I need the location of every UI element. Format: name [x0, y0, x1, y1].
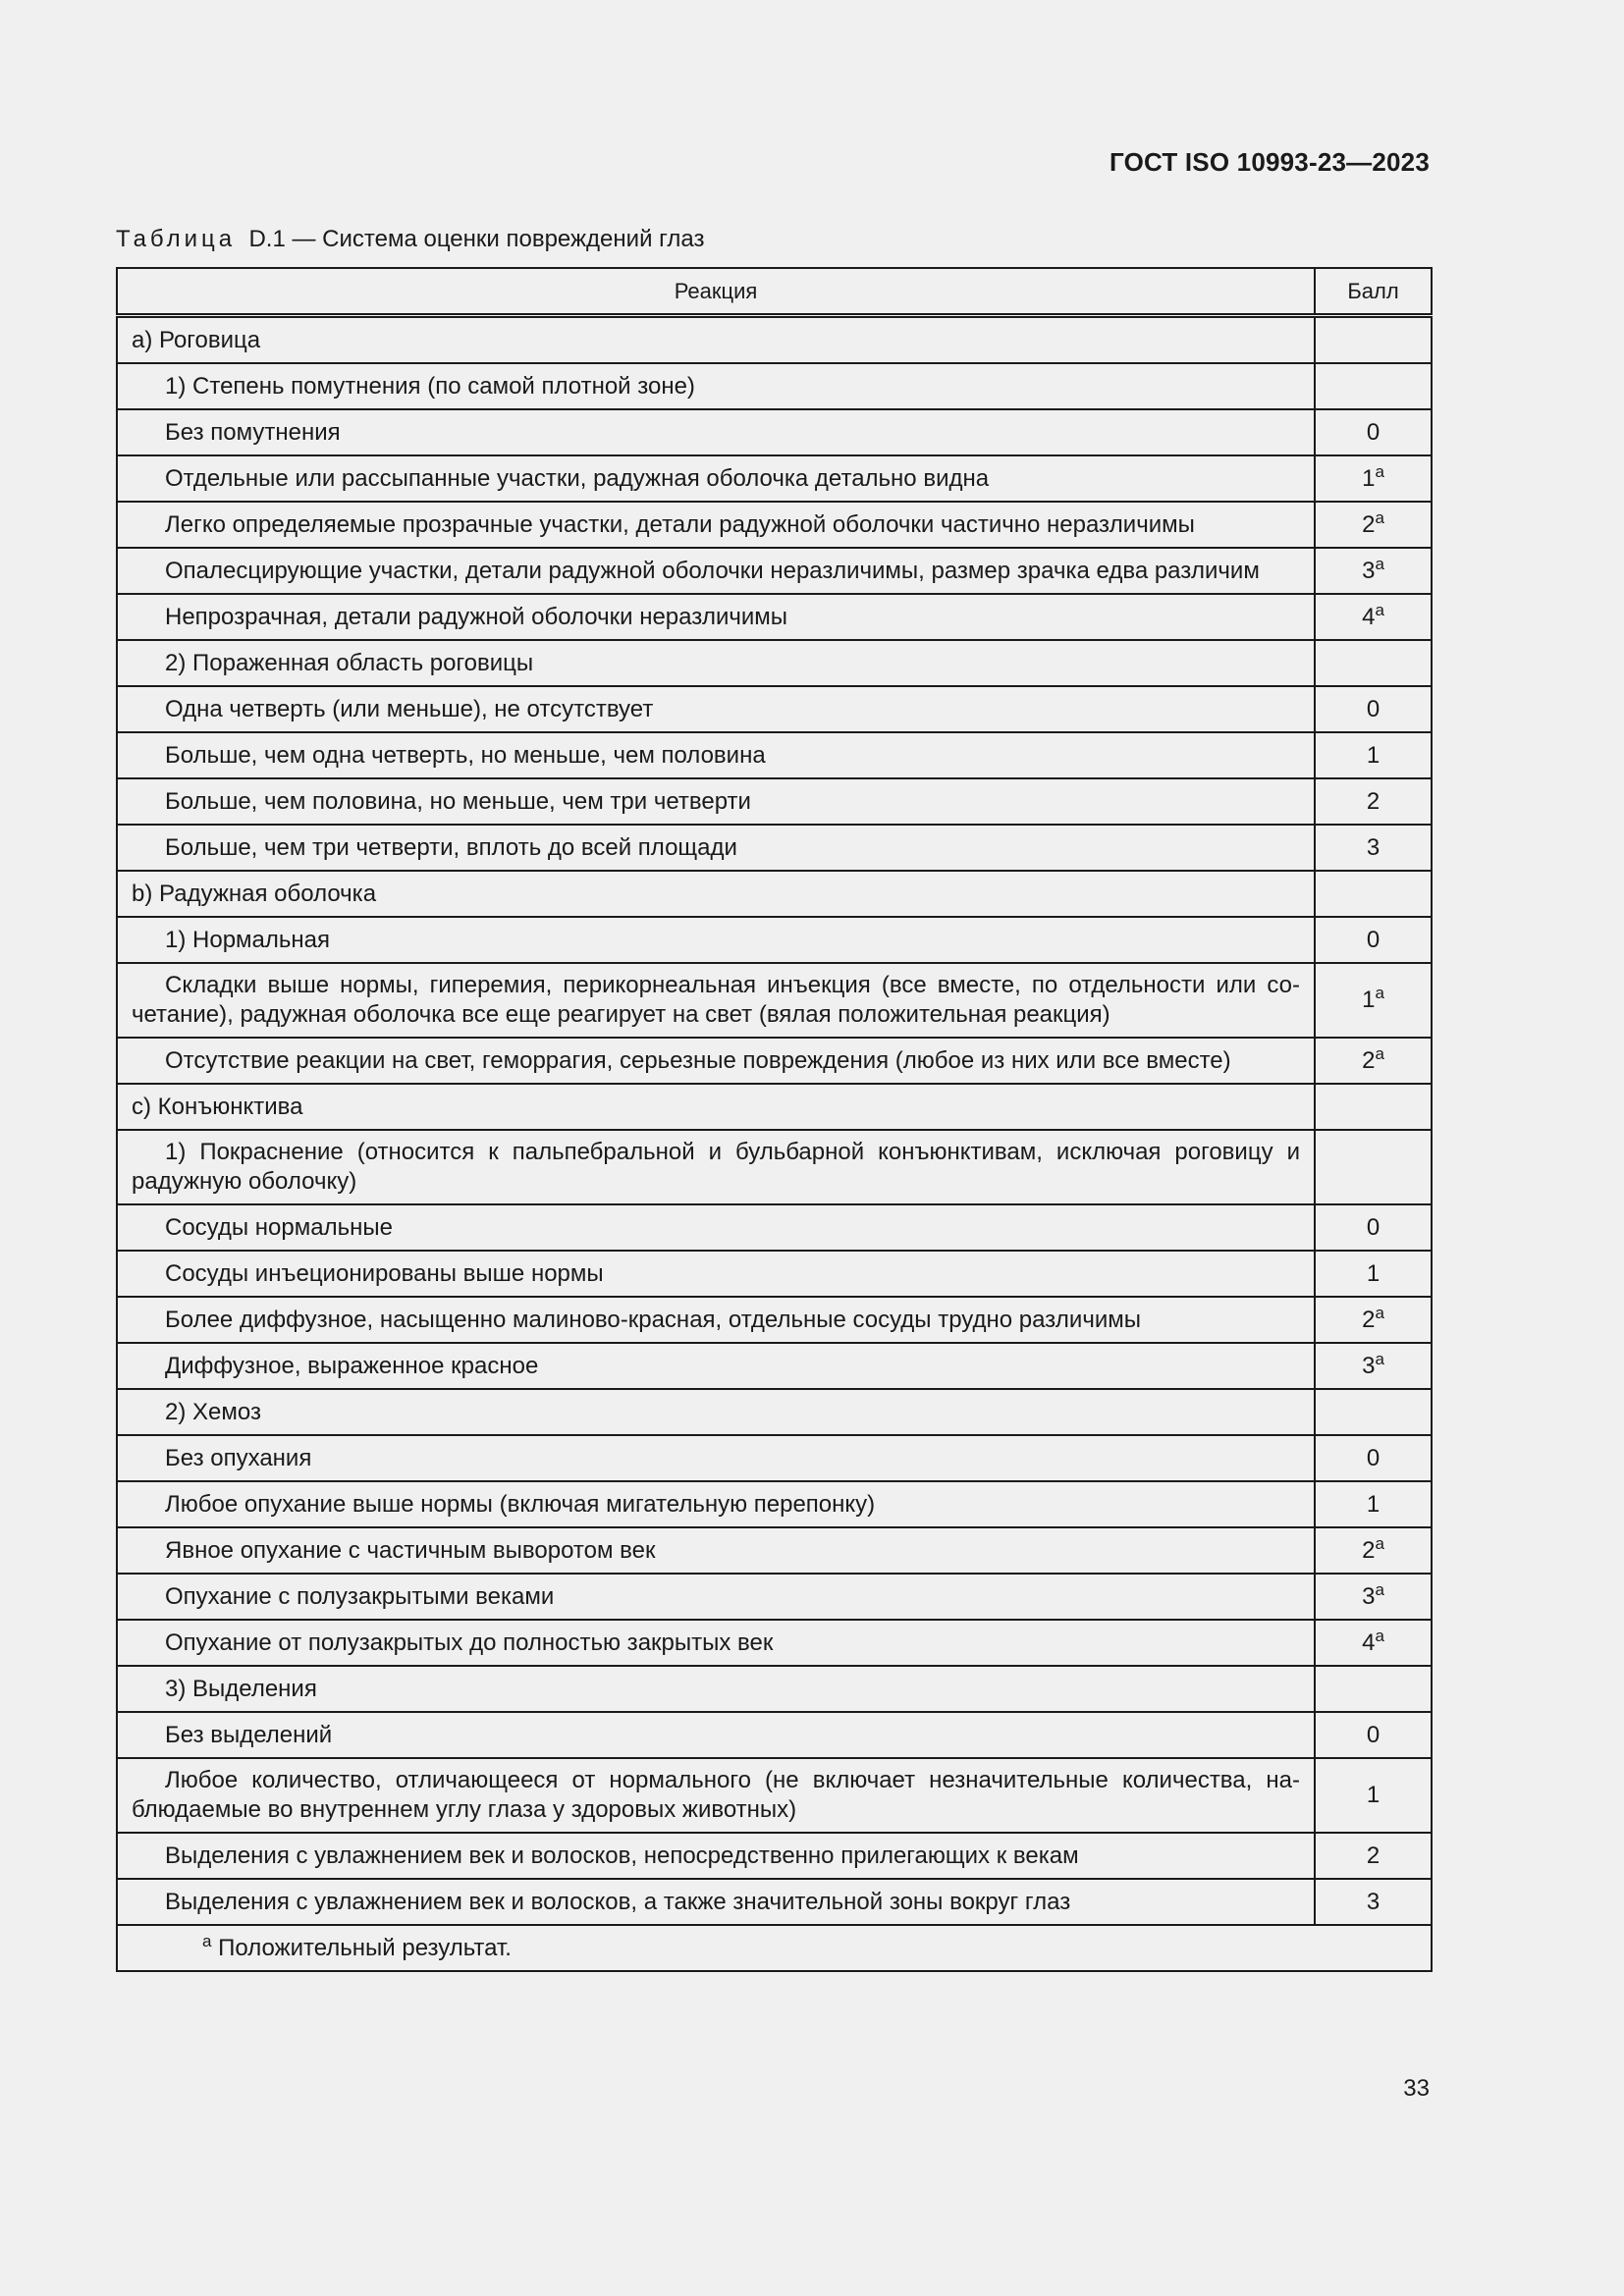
table-row — [117, 778, 1432, 825]
score-footnote-marker: a — [1375, 1349, 1384, 1368]
score-cell — [1315, 1251, 1432, 1297]
reaction-cell: c) Конъюнктива — [117, 1084, 1315, 1130]
reaction-cell: Опалесцирующие участки, детали радужной оболочки неразличимы, размер зрачка едва различим — [117, 548, 1315, 594]
table-row — [117, 409, 1432, 455]
score-value: 3 — [1366, 1888, 1380, 1915]
score-value: 1 — [1366, 1259, 1380, 1287]
table-caption-label: Таблица — [116, 226, 237, 252]
score-value: 4 — [1362, 1629, 1376, 1656]
score-value: 0 — [1366, 926, 1380, 953]
table-row — [117, 502, 1432, 548]
column-header-score: Балл — [1315, 268, 1432, 316]
score-value: 1 — [1366, 1782, 1380, 1808]
score-footnote-marker: a — [1375, 984, 1384, 1002]
table-row — [117, 1758, 1432, 1833]
reaction-cell: Складки выше нормы, гиперемия, перикорнеальная инъекция (все вместе, по отдельности или со-четание), радужная оболочка все еще реагирует на свет (вялая положительная реакция) — [117, 963, 1315, 1038]
score-footnote-marker: a — [1375, 1626, 1384, 1645]
table-row — [117, 963, 1432, 1038]
reaction-cell: Больше, чем одна четверть, но меньше, чем половина — [117, 732, 1315, 778]
table-row — [117, 594, 1432, 640]
table-row — [117, 1481, 1432, 1527]
reaction-cell: Выделения с увлажнением век и волосков, непосредственно прилегающих к векам — [117, 1833, 1315, 1879]
reaction-cell: a) Роговица — [117, 316, 1315, 364]
score-footnote-marker: a — [1375, 600, 1384, 619]
score-cell — [1315, 502, 1432, 548]
table-row — [117, 1620, 1432, 1666]
score-value: 2 — [1362, 510, 1376, 538]
reaction-cell: Без выделений — [117, 1712, 1315, 1758]
table-header-row — [117, 268, 1432, 316]
table-row — [117, 1712, 1432, 1758]
score-cell — [1315, 1389, 1432, 1435]
score-footnote-marker: a — [1375, 1533, 1384, 1553]
score-value: 2 — [1366, 787, 1380, 815]
eye-damage-scoring-table — [116, 267, 1433, 1972]
footnote-marker: a — [202, 1931, 212, 1950]
score-cell — [1315, 1084, 1432, 1130]
score-cell — [1315, 1297, 1432, 1343]
reaction-cell: b) Радужная оболочка — [117, 871, 1315, 917]
score-cell — [1315, 640, 1432, 686]
score-cell — [1315, 1435, 1432, 1481]
reaction-cell: 2) Пораженная область роговицы — [117, 640, 1315, 686]
score-cell — [1315, 1758, 1432, 1833]
reaction-cell: 1) Нормальная — [117, 917, 1315, 963]
score-value: 3 — [1362, 557, 1376, 584]
table-caption-dash: — — [292, 226, 316, 252]
score-value: 1 — [1362, 464, 1376, 492]
score-cell — [1315, 1620, 1432, 1666]
table-row — [117, 825, 1432, 871]
score-value: 1 — [1362, 987, 1376, 1013]
score-value: 2 — [1366, 1842, 1380, 1869]
score-value: 0 — [1366, 418, 1380, 446]
reaction-cell: Одна четверть (или меньше), не отсутствует — [117, 686, 1315, 732]
table-row — [117, 1527, 1432, 1574]
score-cell — [1315, 1481, 1432, 1527]
table-row — [117, 1879, 1432, 1925]
table-row — [117, 1574, 1432, 1620]
score-footnote-marker: a — [1375, 554, 1384, 573]
score-value: 2 — [1362, 1306, 1376, 1333]
table-row — [117, 1389, 1432, 1435]
score-value: 0 — [1366, 695, 1380, 722]
table-row — [117, 1204, 1432, 1251]
score-cell — [1315, 1527, 1432, 1574]
table-row — [117, 1343, 1432, 1389]
score-cell — [1315, 594, 1432, 640]
score-footnote-marker: a — [1375, 461, 1384, 481]
table-footnote — [117, 1925, 1432, 1971]
score-cell — [1315, 1666, 1432, 1712]
score-value: 2 — [1362, 1046, 1376, 1074]
score-cell — [1315, 1712, 1432, 1758]
table-row — [117, 1666, 1432, 1712]
table-row — [117, 1833, 1432, 1879]
score-value: 3 — [1362, 1582, 1376, 1610]
score-value: 4 — [1362, 603, 1376, 630]
reaction-cell: Легко определяемые прозрачные участки, детали радужной оболочки частично неразличимы — [117, 502, 1315, 548]
table-row — [117, 316, 1432, 364]
table-row — [117, 686, 1432, 732]
reaction-cell: Любое опухание выше нормы (включая мигательную перепонку) — [117, 1481, 1315, 1527]
score-value: 1 — [1366, 1490, 1380, 1518]
reaction-cell: Больше, чем три четверти, вплоть до всей площади — [117, 825, 1315, 871]
table-row — [117, 455, 1432, 502]
score-value: 3 — [1362, 1352, 1376, 1379]
table-caption-number: D.1 — [248, 226, 286, 252]
table-footnote-row — [117, 1925, 1432, 1971]
reaction-cell: Явное опухание с частичным выворотом век — [117, 1527, 1315, 1574]
reaction-cell: 1) Покраснение (относится к пальпебральной и бульбарной конъюнктивам, исключая роговицу и радужную оболочку) — [117, 1130, 1315, 1204]
score-footnote-marker: a — [1375, 1043, 1384, 1063]
table-row — [117, 1038, 1432, 1084]
table-row — [117, 871, 1432, 917]
score-cell — [1315, 1574, 1432, 1620]
score-cell — [1315, 316, 1432, 364]
reaction-cell: Без опухания — [117, 1435, 1315, 1481]
score-cell — [1315, 548, 1432, 594]
score-value: 1 — [1366, 741, 1380, 769]
score-cell — [1315, 917, 1432, 963]
column-header-reaction: Реакция — [117, 268, 1315, 316]
score-cell — [1315, 1879, 1432, 1925]
score-cell — [1315, 732, 1432, 778]
table-body — [117, 316, 1432, 1926]
table-row — [117, 917, 1432, 963]
reaction-cell: Без помутнения — [117, 409, 1315, 455]
reaction-cell: 1) Степень помутнения (по самой плотной зоне) — [117, 363, 1315, 409]
reaction-cell: Опухание от полузакрытых до полностью закрытых век — [117, 1620, 1315, 1666]
table-row — [117, 1251, 1432, 1297]
table-row — [117, 732, 1432, 778]
score-value: 0 — [1366, 1721, 1380, 1748]
score-cell — [1315, 1204, 1432, 1251]
table-row — [117, 640, 1432, 686]
table-caption-title: Система оценки повреждений глаз — [322, 226, 705, 252]
score-footnote-marker: a — [1375, 1579, 1384, 1599]
score-cell — [1315, 1343, 1432, 1389]
table-row — [117, 1130, 1432, 1204]
score-value: 0 — [1366, 1444, 1380, 1471]
score-value: 0 — [1366, 1213, 1380, 1241]
reaction-cell: Больше, чем половина, но меньше, чем три четверти — [117, 778, 1315, 825]
reaction-cell: Сосуды инъеционированы выше нормы — [117, 1251, 1315, 1297]
reaction-cell: Любое количество, отличающееся от нормального (не включает незначительные количества, на-блюдаемые во внутреннем углу глаза у здоровых животных) — [117, 1758, 1315, 1833]
reaction-cell: Диффузное, выраженное красное — [117, 1343, 1315, 1389]
score-cell — [1315, 363, 1432, 409]
reaction-cell: Сосуды нормальные — [117, 1204, 1315, 1251]
score-cell — [1315, 1038, 1432, 1084]
score-cell — [1315, 1833, 1432, 1879]
table-row — [117, 1084, 1432, 1130]
score-value: 3 — [1366, 833, 1380, 861]
table-caption — [116, 226, 704, 253]
table-row — [117, 548, 1432, 594]
reaction-cell: Отсутствие реакции на свет, геморрагия, серьезные повреждения (любое из них или все вместе) — [117, 1038, 1315, 1084]
reaction-cell: Отдельные или рассыпанные участки, радужная оболочка детально видна — [117, 455, 1315, 502]
reaction-cell: 3) Выделения — [117, 1666, 1315, 1712]
score-footnote-marker: a — [1375, 507, 1384, 527]
score-footnote-marker: a — [1375, 1303, 1384, 1322]
table-row — [117, 1297, 1432, 1343]
score-cell — [1315, 871, 1432, 917]
score-cell — [1315, 778, 1432, 825]
score-cell — [1315, 963, 1432, 1038]
score-cell — [1315, 455, 1432, 502]
table-row — [117, 1435, 1432, 1481]
table-row — [117, 363, 1432, 409]
page-number: 33 — [1403, 2075, 1430, 2102]
reaction-cell: Непрозрачная, детали радужной оболочки неразличимы — [117, 594, 1315, 640]
score-cell — [1315, 825, 1432, 871]
score-cell — [1315, 686, 1432, 732]
reaction-cell: Выделения с увлажнением век и волосков, а также значительной зоны вокруг глаз — [117, 1879, 1315, 1925]
standard-code-header: ГОСТ ISO 10993-23—2023 — [1110, 147, 1430, 177]
footnote-text: Положительный результат. — [218, 1934, 512, 1961]
reaction-cell: Опухание с полузакрытыми веками — [117, 1574, 1315, 1620]
score-value: 2 — [1362, 1536, 1376, 1564]
score-cell — [1315, 409, 1432, 455]
score-cell — [1315, 1130, 1432, 1204]
reaction-cell: Более диффузное, насыщенно малиново-красная, отдельные сосуды трудно различимы — [117, 1297, 1315, 1343]
reaction-cell: 2) Хемоз — [117, 1389, 1315, 1435]
